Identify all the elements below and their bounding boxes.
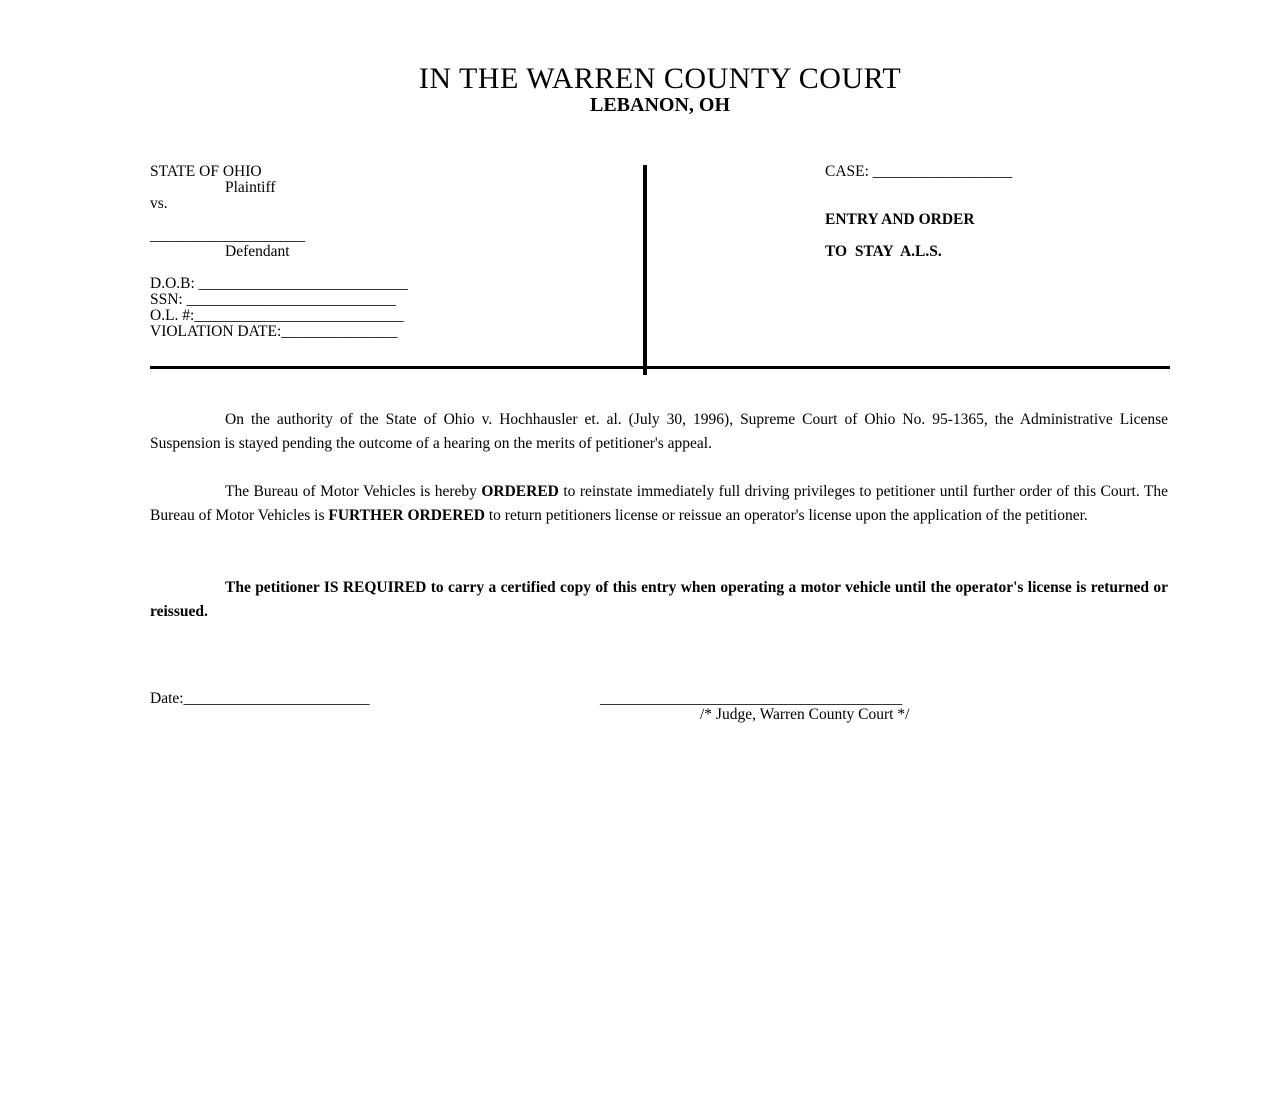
document-title-line-1: ENTRY AND ORDER [825,211,975,228]
caption-divider-vertical [643,165,647,375]
case-number-field: CASE: __________________ [825,163,1013,180]
paragraph-authority: On the authority of the State of Ohio v. Hochhausler et. al. (July 30, 1996), Supreme Court of Ohio No. 95-1365, the Administrative License Suspension is stayed pending the outcome of a hearing on the merits of petitioner's appeal. [150,411,1168,452]
ol-field: O.L. #:___________________________ [150,307,404,324]
court-title: IN THE WARREN COUNTY COURT [418,62,902,95]
dob-field: D.O.B: ___________________________ [150,275,408,292]
plaintiff-name: STATE OF OHIO [150,163,262,180]
judge-signature-label: /* Judge, Warren County Court */ [700,706,910,723]
versus-text: vs. [150,195,168,212]
document-title-line-2: TO STAY A.L.S. [825,243,942,260]
court-location: LEBANON, OH [589,94,731,116]
judge-signature-line: _______________________________________ [600,690,903,707]
plaintiff-label: Plaintiff [225,179,276,196]
defendant-line: ____________________ [150,227,305,244]
defendant-label: Defendant [225,243,290,260]
ssn-field: SSN: ___________________________ [150,291,396,308]
paragraph-requirement: The petitioner IS REQUIRED to carry a certified copy of this entry when operating a motor vehicle until the operator's license is returned or reissued. [150,579,1168,620]
paragraph-bmv-order: The Bureau of Motor Vehicles is hereby ORDERED to reinstate immediately full driving privileges to petitioner until further order of this Court. The Bureau of Motor Vehicles is FURTHER ORDERED to return petitioners license or reissue an operator's license upon the application of the petitioner. [150,483,1168,524]
date-signature-field: Date:________________________ [150,690,370,707]
violation-date-field: VIOLATION DATE:_______________ [150,323,398,340]
caption-divider-horizontal [150,366,1170,369]
